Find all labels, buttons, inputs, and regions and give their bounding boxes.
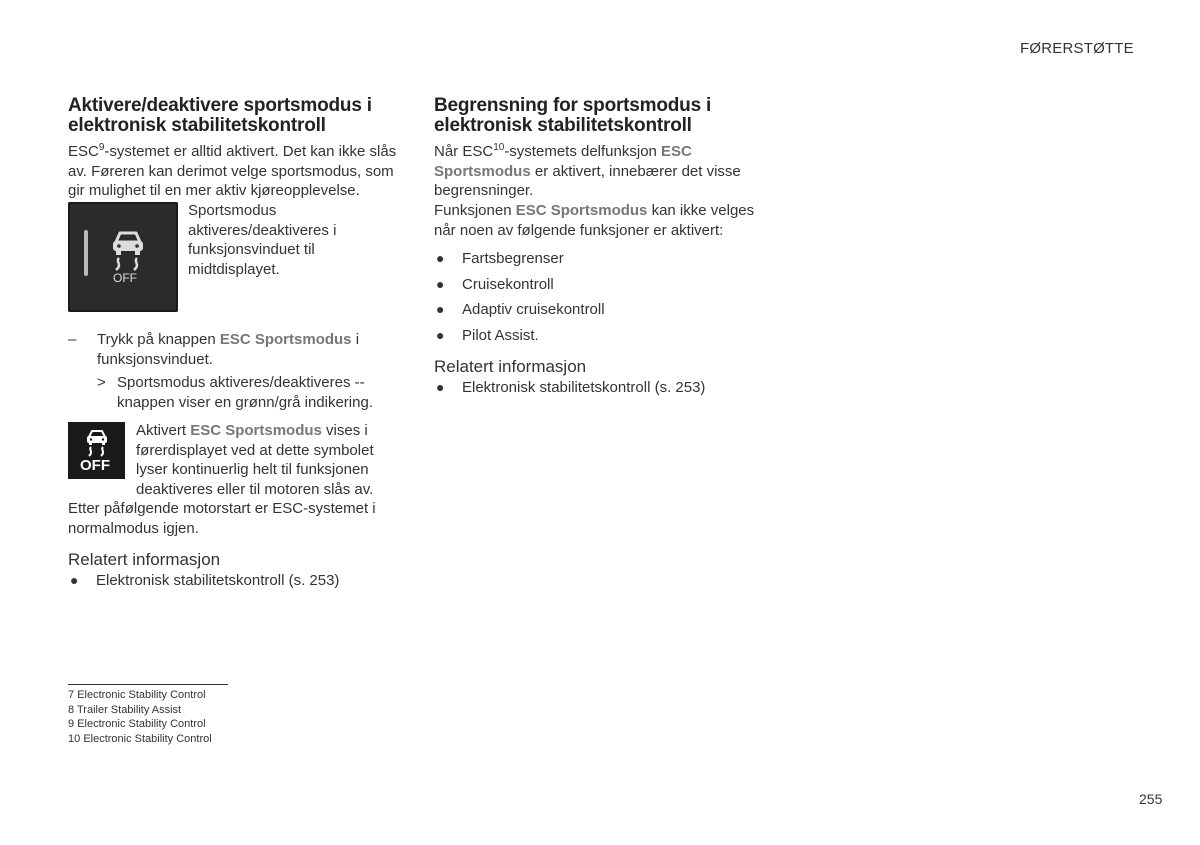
step-dash: –	[68, 331, 77, 348]
restriction-list	[434, 249, 754, 345]
p1-post: er aktivert, innebærer det visse begrensninger.	[434, 162, 741, 199]
bullet-icon: ●	[436, 379, 445, 395]
p1-pre: Når ESC	[434, 143, 494, 160]
footnote	[68, 732, 212, 747]
car-skid-icon	[108, 228, 148, 272]
symbol-off-label: OFF	[80, 457, 110, 474]
footnote	[68, 703, 212, 718]
right-related-heading: Relatert informasjon	[434, 357, 587, 376]
indicator-bar	[84, 230, 88, 276]
footnote-text: Trailer Stability Assist	[76, 703, 182, 716]
intro-post: -systemet er alltid aktivert. Det kan ikke slås av. Føreren kan derimot velge sportsmodus, som gir mulighet til en mer aktiv kjøreopplevelse.	[68, 143, 397, 199]
right-related-item[interactable]	[434, 378, 754, 397]
bullet-icon: ●	[436, 250, 445, 266]
related-link-text[interactable]: Elektronisk stabilitetskontroll (s. 253)	[462, 379, 706, 396]
bullet-icon: ●	[70, 572, 79, 588]
panel-caption: Sportsmodus aktiveres/deaktiveres i funksjonsvinduet til midtdisplayet.	[188, 202, 337, 278]
list-item-text: Fartsbegrenser	[462, 250, 564, 267]
list-item	[434, 249, 754, 268]
step-pre: Trykk på knappen	[97, 331, 220, 348]
footnote-number: 8	[68, 703, 75, 716]
symbol-pre: Aktivert	[136, 422, 191, 439]
step-post: i funksjonsvinduet.	[97, 331, 360, 368]
footnote-text: Electronic Stability Control	[77, 689, 206, 701]
intro-sup: 9	[98, 142, 105, 153]
p2-highlight: ESC Sportsmodus	[515, 202, 648, 219]
result-text: Sportsmodus aktiveres/deaktiveres -- knappen viser en grønn/grå indikering.	[117, 374, 373, 411]
result-marker: >	[97, 374, 106, 391]
list-item	[434, 275, 754, 294]
list-item	[434, 326, 754, 345]
right-p1	[434, 142, 764, 201]
list-item-text: Pilot Assist.	[462, 326, 539, 344]
bullet-icon: ●	[436, 301, 445, 317]
p2-pre: Funksjonen	[434, 202, 516, 219]
esc-off-icon	[84, 428, 110, 458]
esc-off-symbol-image	[68, 422, 125, 479]
page-number: 255	[1139, 791, 1163, 807]
step-text	[97, 330, 397, 369]
left-related-list	[68, 571, 388, 590]
esc-sport-panel-image	[68, 202, 178, 312]
footnotes	[68, 688, 212, 746]
left-related-heading: Relatert informasjon	[68, 550, 221, 569]
after-text: Etter påfølgende motorstart er ESC-systemet i normalmodus igjen.	[68, 500, 376, 537]
bullet-icon: ●	[436, 275, 445, 292]
symbol-text	[136, 421, 384, 499]
step-highlight: ESC Sportsmodus	[219, 331, 352, 348]
right-related-list	[434, 378, 754, 397]
left-intro	[68, 142, 403, 201]
symbol-highlight: ESC Sportsmodus	[190, 422, 322, 439]
intro-pre: ESC	[68, 143, 99, 160]
list-item-text: Cruisekontroll	[462, 275, 554, 293]
footnote-number: 9	[68, 718, 75, 730]
left-heading: Aktivere/deaktivere sportsmodus i elektronisk stabilitetskontroll	[68, 95, 372, 136]
footnote	[68, 688, 212, 703]
footnote-divider	[68, 684, 228, 685]
p1-sup: 10	[493, 142, 505, 153]
list-item	[434, 300, 754, 319]
footnote-number: 7	[68, 689, 75, 701]
footnote-text: Electronic Stability Control	[77, 718, 206, 730]
left-related-item[interactable]	[68, 571, 388, 590]
right-heading: Begrensning for sportsmodus i elektronisk stabilitetskontroll	[434, 95, 712, 136]
symbol-post: vises i førerdisplayet ved at dette symbolet lyser kontinuerlig helt til funksjonen deaktiveres eller til motoren slås av.	[136, 422, 374, 498]
related-link-text[interactable]: Elektronisk stabilitetskontroll (s. 253)	[96, 572, 340, 589]
list-item-text: Adaptiv cruisekontroll	[462, 301, 605, 318]
panel-off-label: OFF	[113, 271, 137, 285]
p1-mid: -systemets delfunksjon	[504, 143, 662, 160]
footnote	[68, 717, 212, 732]
section-title: FØRERSTØTTE	[1020, 40, 1134, 57]
bullet-icon: ●	[436, 326, 445, 343]
footnote-number: 10	[68, 732, 81, 745]
p2-post: kan ikke velges når noen av følgende funksjoner er aktivert:	[434, 202, 755, 239]
right-p2	[434, 201, 769, 240]
p1-highlight: ESC Sportsmodus	[434, 143, 692, 180]
footnote-text: Electronic Stability Control	[83, 732, 212, 745]
